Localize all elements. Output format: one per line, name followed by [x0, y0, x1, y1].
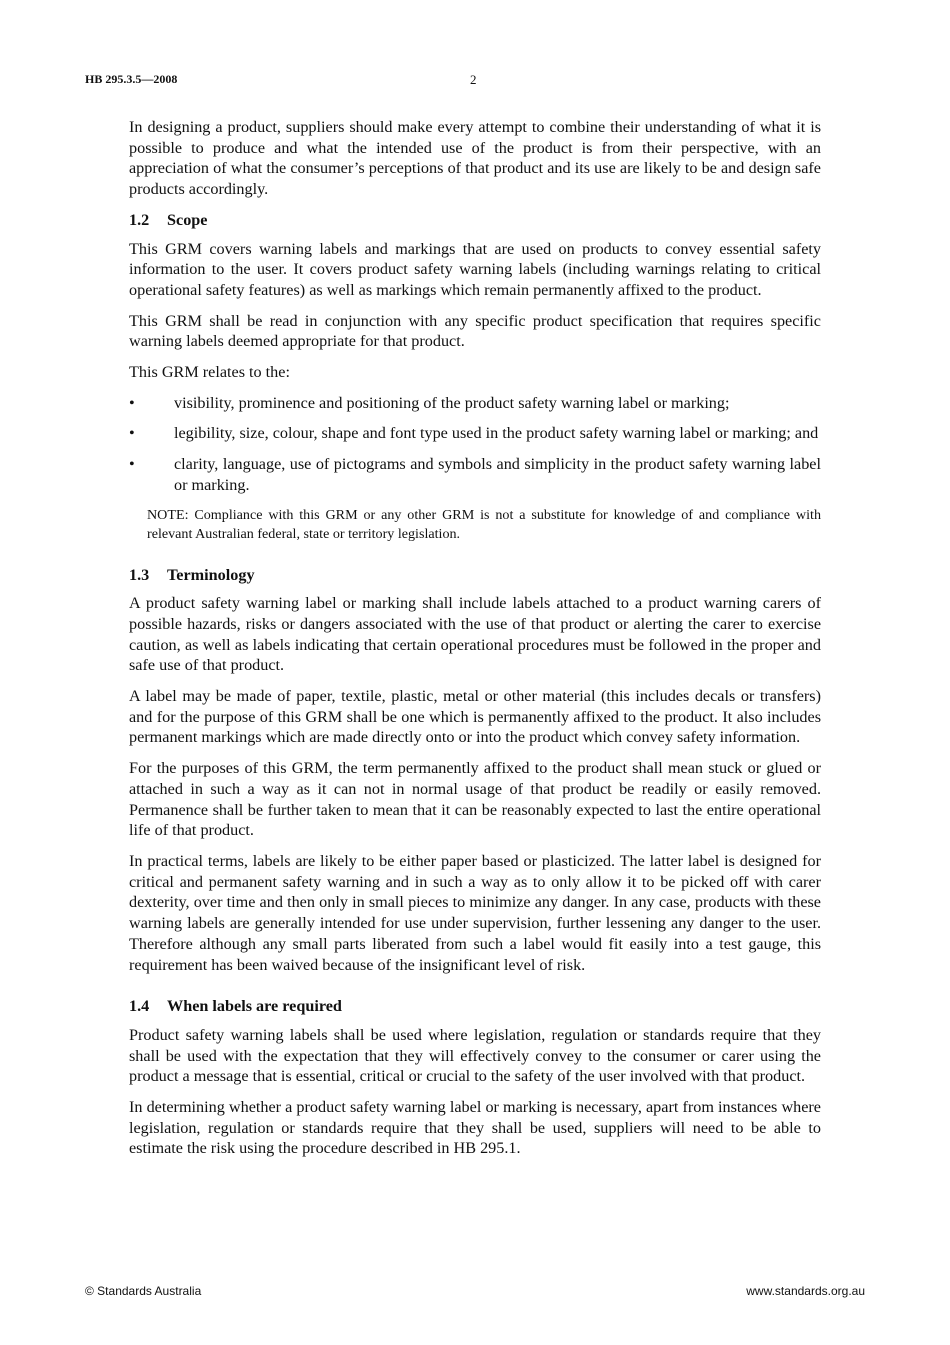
scope-paragraph-3: This GRM relates to the: — [129, 363, 290, 382]
list-item-text: clarity, language, use of pictograms and symbols and simplicity in the product safety warning label or marking. — [174, 455, 821, 494]
list-item-text: visibility, prominence and positioning of the product safety warning label or marking; — [174, 393, 730, 412]
section-number: 1.2 — [129, 210, 150, 229]
bullet-icon: • — [129, 424, 135, 443]
terminology-paragraph-2: A label may be made of paper, textile, plastic, metal or other material (this includes decals or transfers) and for the purpose of this GRM shall be one which is permanently affixed to the product. It also includes permanent markings which are made directly onto or into the product which convey safety information. — [129, 687, 821, 747]
footer-website-link[interactable]: www.standards.org.au — [746, 1284, 865, 1298]
document-code: HB 295.3.5—2008 — [85, 72, 178, 86]
bullet-icon: • — [129, 393, 135, 412]
intro-paragraph: In designing a product, suppliers should make every attempt to combine their understanding of what it is possible to produce and what the intended use of the product is from their perspective, with an appreciation of what the consumer’s perceptions of that product and its use are likely to be and design safe products accordingly. — [129, 118, 821, 199]
terminology-paragraph-4: In practical terms, labels are likely to be either paper based or plasticized. The latter label is designed for critical and permanent safety warning and in such a way as to only allow it to be picked off with carer dexterity, over time and then only in small pieces to minimize any danger. In any case, products with these warning labels are generally intended for use under supervision, further lessening any danger to the user. Therefore although any small parts liberated from such a label would fit easily into a test gauge, this requirement has been waived because of the insignificant level of risk. — [129, 851, 821, 974]
section-number: 1.4 — [129, 997, 150, 1016]
document-body — [129, 117, 821, 1169]
scope-paragraph-1: This GRM covers warning labels and markings that are used on products to convey essential safety information to the user. It covers product safety warning labels (including warnings relating to critical operational safety features) as well as markings which remain permanently affixed to the product. — [129, 239, 821, 299]
list-item — [129, 423, 821, 444]
section-heading-scope — [129, 210, 821, 231]
terminology-paragraph-3: For the purposes of this GRM, the term permanently affixed to the product shall mean stuck or glued or attached in such a way as it can not in normal usage of that product be readily or easily removed. Permanence shall be further taken to mean that it can be reasonably expected to last the entire operational life of that product. — [129, 759, 821, 840]
scope-bullet-list — [129, 393, 821, 496]
section-title: When labels are required — [167, 997, 342, 1016]
section-title: Scope — [167, 210, 208, 229]
scope-paragraph-2: This GRM shall be read in conjunction with any specific product specification that requires specific warning labels deemed appropriate for that product. — [129, 311, 821, 351]
section-heading-terminology — [129, 565, 821, 586]
compliance-note: NOTE: Compliance with this GRM or any other GRM is not a substitute for knowledge of and compliance with relevant Australian federal, state or territory legislation. — [147, 506, 821, 542]
list-item-text: legibility, size, colour, shape and font type used in the product safety warning label or marking; and — [174, 424, 819, 443]
when-required-paragraph-2: In determining whether a product safety warning label or marking is necessary, apart from instances where legislation, regulation or standards require that they shall be used, suppliers will need to be able to estimate the risk using the procedure described in HB 295.1. — [129, 1098, 821, 1158]
terminology-paragraph-1: A product safety warning label or marking shall include labels attached to a product warning carers of possible hazards, risks or dangers associated with the use of that product or alerting the carer to exercise caution, as well as labels indicating that certain operational procedures must be followed in the proper and safe use of that product. — [129, 594, 821, 675]
section-heading-when-required — [129, 996, 821, 1017]
section-number: 1.3 — [129, 565, 150, 584]
list-item — [129, 454, 821, 495]
bullet-icon: • — [129, 455, 135, 474]
page-number: 2 — [470, 72, 477, 87]
when-required-paragraph-1: Product safety warning labels shall be used where legislation, regulation or standards require that they shall be used with the expectation that they will effectively convey to the consumer or carer using the product a message that is essential, critical or crucial to the safety of the user involved with that product. — [129, 1025, 821, 1086]
section-title: Terminology — [167, 565, 255, 584]
list-item — [129, 393, 821, 414]
footer-copyright: © Standards Australia — [85, 1284, 202, 1298]
